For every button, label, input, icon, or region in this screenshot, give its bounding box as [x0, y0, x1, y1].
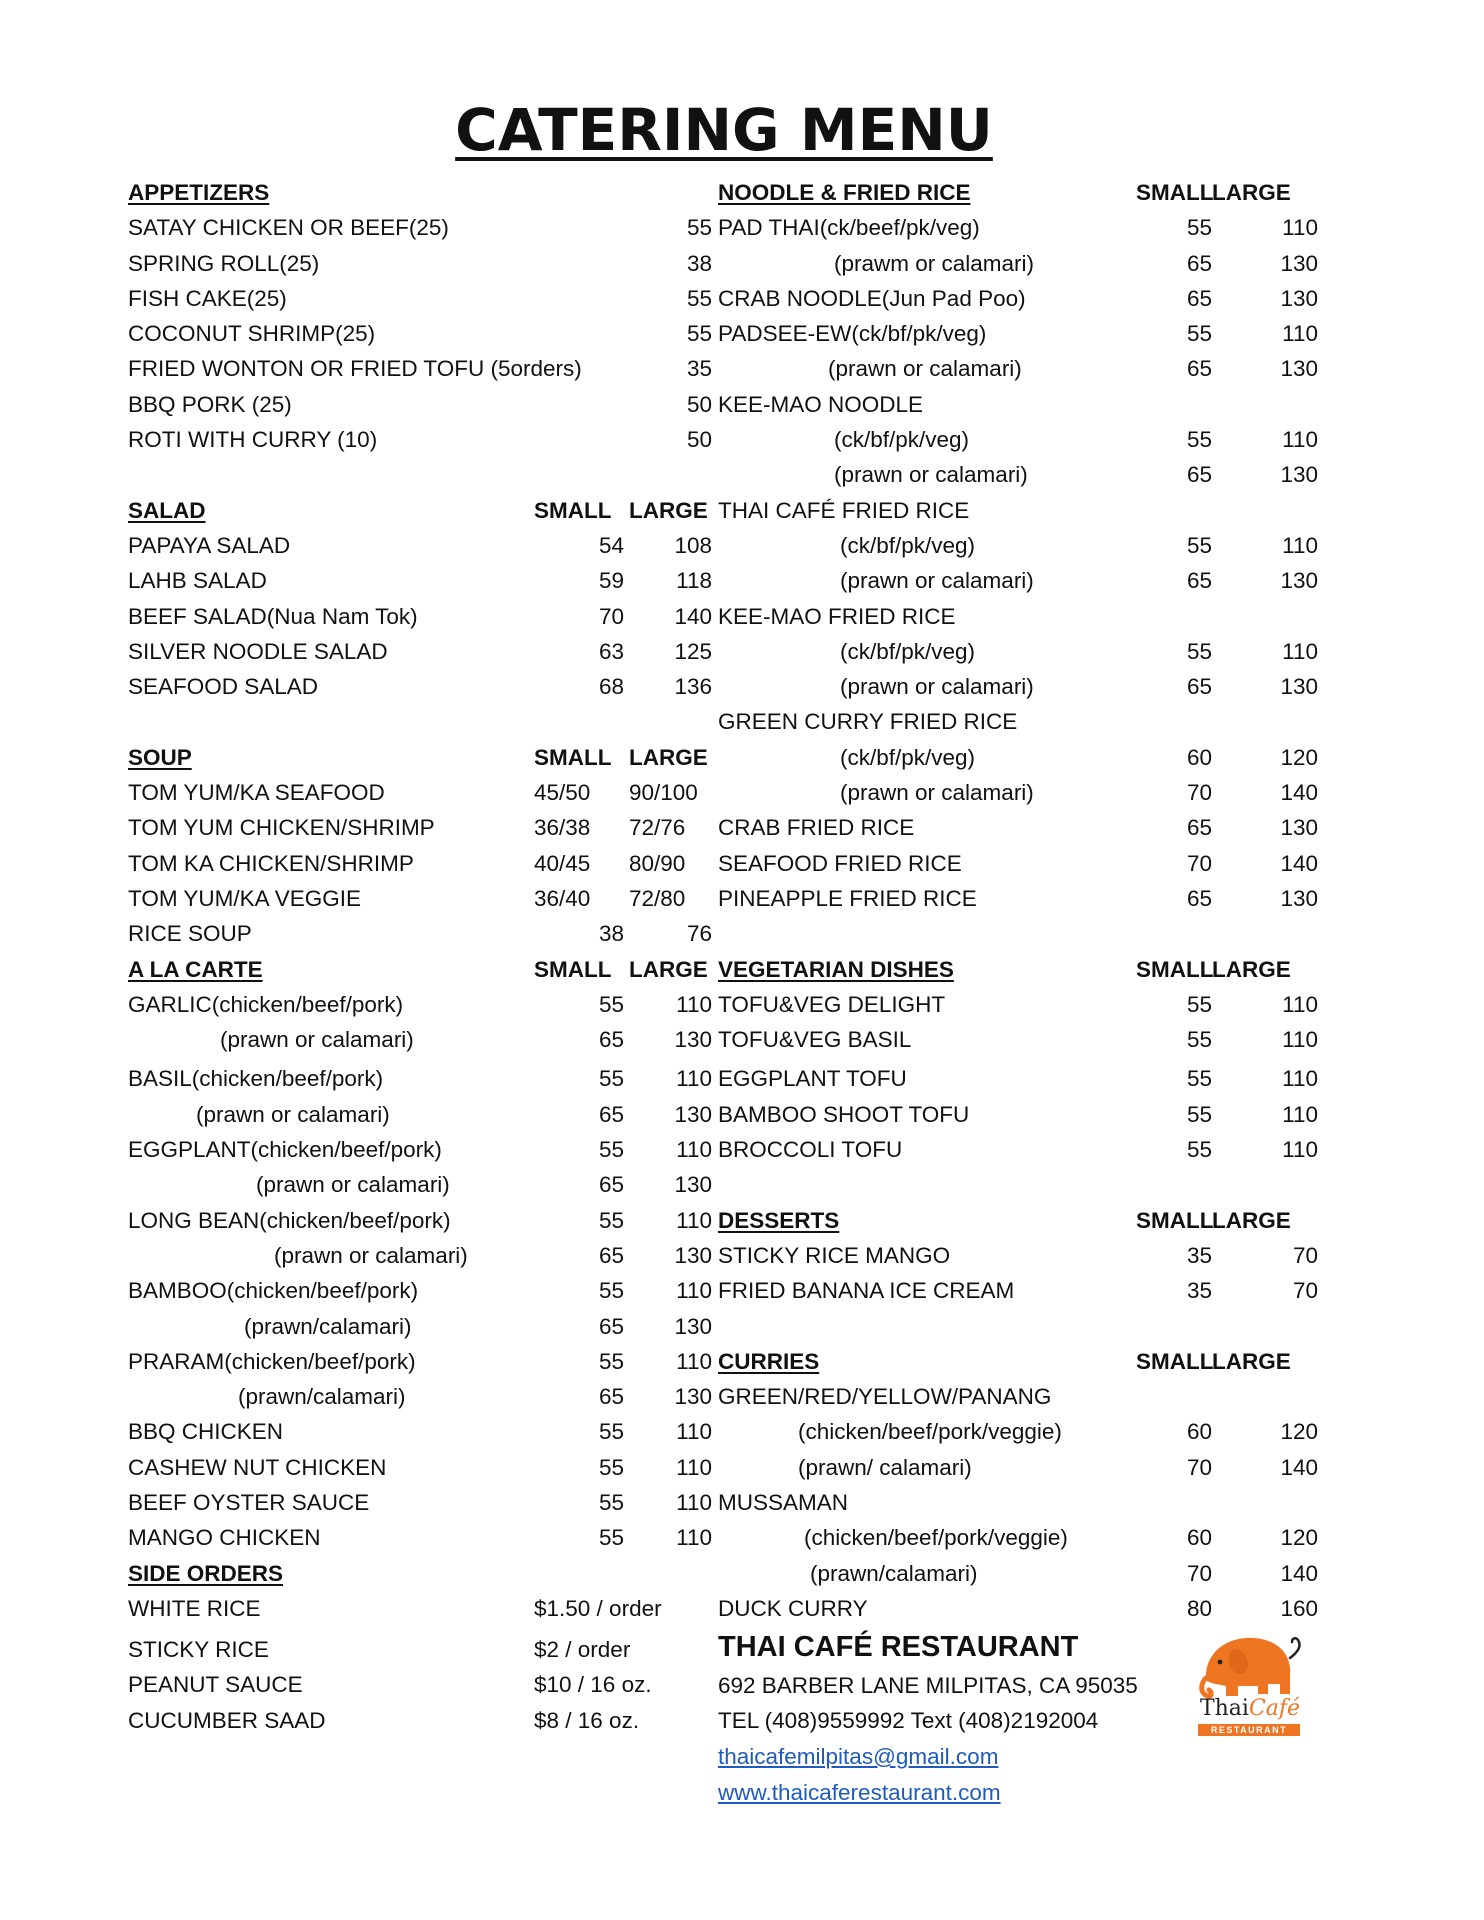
item-name: CASHEW NUT CHICKEN: [128, 1454, 387, 1480]
large-price: 130: [674, 1384, 712, 1410]
item-name: GREEN CURRY FRIED RICE: [718, 709, 1018, 735]
item-name: ROTI WITH CURRY (10): [128, 427, 378, 453]
menu-item: [718, 246, 1318, 281]
menu-item: [718, 881, 1318, 916]
item-name: (prawn or calamari): [828, 356, 1022, 382]
large-price: 76: [686, 921, 712, 947]
restaurant-address: 692 BARBER LANE MILPITAS, CA 95035: [718, 1673, 1138, 1698]
item-name: LAHB SALAD: [128, 568, 267, 594]
large-price: 118: [676, 568, 712, 594]
menu-item: [718, 987, 1318, 1022]
item-name: (prawn or calamari): [834, 462, 1028, 488]
section-heading-appetizers: APPETIZERS: [128, 180, 270, 205]
menu-item: [128, 810, 712, 845]
item-name: KEE-MAO FRIED RICE: [718, 603, 956, 629]
section-heading-vegetarian: VEGETARIAN DISHES: [718, 956, 954, 982]
menu-item: [128, 1703, 712, 1738]
small-price: 55: [1186, 321, 1212, 347]
menu-item: [718, 846, 1318, 881]
small-price: 65: [1186, 356, 1212, 382]
page-title: CATERING MENU: [455, 96, 993, 164]
item-name: STICKY RICE MANGO: [718, 1242, 951, 1268]
large-price: 110: [676, 1066, 712, 1092]
menu-item: [128, 1061, 712, 1096]
large-price: 72/80: [629, 885, 686, 911]
small-price: 55: [598, 1454, 624, 1480]
item-name: THAI CAFÉ FRIED RICE: [718, 497, 970, 523]
small-header: SMALL: [1136, 1348, 1214, 1374]
item-name: CUCUMBER SAAD: [128, 1707, 326, 1733]
menu-item: [128, 1591, 712, 1626]
menu-item: [718, 316, 1318, 351]
menu-item: [128, 599, 712, 634]
item-name: RICE SOUP: [128, 921, 252, 947]
large-price: 120: [1280, 1525, 1318, 1551]
item-name: PRARAM(chicken/beef/pork): [128, 1348, 416, 1374]
small-price: 55: [1186, 215, 1212, 241]
large-price: 140: [1280, 850, 1318, 876]
menu-item: [128, 881, 712, 916]
item-name: WHITE RICE: [128, 1595, 261, 1621]
menu-item: [128, 634, 712, 669]
item-name: BEEF OYSTER SAUCE: [128, 1489, 370, 1515]
small-price: 55: [598, 1489, 624, 1515]
menu-item: [128, 1132, 712, 1167]
small-price: 60: [1186, 1525, 1212, 1551]
menu-item: [718, 457, 1318, 492]
item-name: (chicken/beef/pork/veggie): [798, 1419, 1062, 1445]
item-name: BEEF SALAD(Nua Nam Tok): [128, 603, 418, 629]
item-name: (prawn or calamari): [220, 1027, 414, 1053]
small-price: 65: [598, 1101, 624, 1127]
item-name: (prawn/ calamari): [798, 1454, 972, 1480]
small-price: 68: [598, 674, 624, 700]
menu-item: [128, 1632, 712, 1667]
large-price: 70: [1292, 1278, 1318, 1304]
small-price: 60: [1186, 1419, 1212, 1445]
item-name: (prawn or calamari): [256, 1172, 450, 1198]
large-price: 130: [1280, 462, 1318, 488]
large-price: 110: [1282, 532, 1318, 558]
item-name: BAMBOO SHOOT TOFU: [718, 1101, 970, 1127]
item-name: SILVER NOODLE SALAD: [128, 638, 388, 664]
large-price: 130: [1280, 568, 1318, 594]
menu-item: [128, 669, 712, 704]
small-price: 55: [598, 1419, 624, 1445]
large-price: 90/100: [629, 780, 698, 806]
section-heading-side-orders: SIDE ORDERS: [128, 1560, 284, 1586]
small-price: 55: [1186, 638, 1212, 664]
large-price: 110: [676, 1348, 712, 1374]
menu-item: [718, 1132, 1318, 1167]
menu-item: [128, 1097, 712, 1132]
menu-item: [718, 1238, 1318, 1273]
menu-item: [128, 1379, 712, 1414]
large-price: 110: [676, 1137, 712, 1163]
large-header: LARGE: [629, 956, 708, 982]
large-price: 110: [1282, 1137, 1318, 1163]
item-name: GARLIC(chicken/beef/pork): [128, 991, 404, 1017]
item-price: 50: [686, 427, 712, 453]
menu-item: [128, 846, 712, 881]
menu-item: [128, 246, 712, 281]
menu-item: [128, 1344, 712, 1379]
large-price: 130: [674, 1313, 712, 1339]
small-price: 35: [1186, 1278, 1212, 1304]
large-price: 130: [674, 1242, 712, 1268]
small-price: 55: [1186, 1137, 1212, 1163]
small-price: 36/38: [534, 815, 591, 841]
large-header: LARGE: [629, 744, 708, 770]
small-header: SMALL: [1136, 956, 1214, 982]
menu-item: [128, 1485, 712, 1520]
item-name: PADSEE-EW(ck/bf/pk/veg): [718, 321, 987, 347]
small-price: 70: [1186, 850, 1212, 876]
item-name: BROCCOLI TOFU: [718, 1137, 903, 1163]
small-price: 65: [598, 1313, 624, 1339]
item-name: KEE-MAO NOODLE: [718, 391, 924, 417]
item-name: CRAB NOODLE(Jun Pad Poo): [718, 285, 1026, 311]
menu-item: [128, 563, 712, 598]
menu-item: [718, 1097, 1318, 1132]
small-price: 80: [1186, 1595, 1212, 1621]
small-header: SMALL: [534, 497, 612, 523]
large-price: 110: [1282, 1066, 1318, 1092]
large-price: 110: [1282, 1101, 1318, 1127]
large-price: 140: [674, 603, 712, 629]
item-price: 38: [686, 250, 712, 276]
menu-item: [718, 281, 1318, 316]
small-price: 70: [1186, 1454, 1212, 1480]
small-price: 65: [598, 1027, 624, 1053]
item-name: EGGPLANT TOFU: [718, 1066, 907, 1092]
large-price: 130: [1280, 356, 1318, 382]
item-name: (ck/bf/pk/veg): [834, 427, 970, 453]
menu-item: [718, 1061, 1318, 1096]
menu-item: [718, 1379, 1318, 1414]
item-name: COCONUT SHRIMP(25): [128, 321, 376, 347]
small-price: 40/45: [534, 850, 591, 876]
item-name: GREEN/RED/YELLOW/PANANG: [718, 1384, 1052, 1410]
small-price: 65: [1186, 568, 1212, 594]
item-name: TOFU&VEG BASIL: [718, 1027, 912, 1053]
large-price: 120: [1280, 744, 1318, 770]
menu-item: [718, 704, 1318, 739]
item-name: FRIED WONTON OR FRIED TOFU (5orders): [128, 356, 582, 382]
item-name: (prawn or calamari): [274, 1242, 468, 1268]
item-name: (prawn/calamari): [238, 1384, 406, 1410]
item-price: 50: [686, 391, 712, 417]
menu-item: [718, 563, 1318, 598]
item-name: (prawn or calamari): [840, 674, 1034, 700]
large-price: 125: [674, 638, 712, 664]
item-name: (prawn or calamari): [840, 780, 1034, 806]
item-price: 55: [686, 285, 712, 311]
menu-item: [718, 210, 1318, 245]
item-name: SEAFOOD FRIED RICE: [718, 850, 962, 876]
small-price: 65: [1186, 674, 1212, 700]
small-price: 65: [1186, 815, 1212, 841]
large-price: 130: [674, 1101, 712, 1127]
item-name: SPRING ROLL(25): [128, 250, 320, 276]
small-header: SMALL: [534, 744, 612, 770]
large-price: 110: [676, 1525, 712, 1551]
large-price: 80/90: [629, 850, 686, 876]
menu-item: [718, 1556, 1318, 1591]
large-price: 120: [1280, 1419, 1318, 1445]
small-price: 55: [1186, 1066, 1212, 1092]
menu-item: [718, 493, 1318, 528]
item-name: (prawn or calamari): [196, 1101, 390, 1127]
item-name: STICKY RICE: [128, 1637, 269, 1663]
small-header: SMALL: [534, 956, 612, 982]
menu-item: [128, 916, 712, 951]
small-price: 55: [598, 1137, 624, 1163]
menu-item: [128, 1414, 712, 1449]
large-price: 110: [676, 1419, 712, 1445]
section-heading-desserts: DESSERTS: [718, 1207, 840, 1233]
menu-item: [718, 1414, 1318, 1449]
item-name: BAMBOO(chicken/beef/pork): [128, 1278, 419, 1304]
menu-item: [718, 1450, 1318, 1485]
menu-item: [128, 1238, 712, 1273]
menu-item: [718, 1520, 1318, 1555]
menu-item: [718, 351, 1318, 386]
item-name: MUSSAMAN: [718, 1489, 849, 1515]
small-price: 35: [1186, 1242, 1212, 1268]
item-price: $8 / 16 oz.: [534, 1707, 640, 1733]
large-price: 130: [1280, 885, 1318, 911]
large-price: 130: [1280, 674, 1318, 700]
small-price: 70: [598, 603, 624, 629]
menu-item: [128, 422, 712, 457]
small-price: 55: [1186, 1101, 1212, 1127]
menu-item: [718, 599, 1318, 634]
item-name: BBQ PORK (25): [128, 391, 292, 417]
large-price: 72/76: [629, 815, 686, 841]
menu-item: [128, 1167, 712, 1202]
small-price: 60: [1186, 744, 1212, 770]
item-name: BASIL(chicken/beef/pork): [128, 1066, 384, 1092]
small-price: 55: [1186, 427, 1212, 453]
small-price: 59: [598, 568, 624, 594]
large-price: 136: [674, 674, 712, 700]
section-heading-a-la-carte: A LA CARTE: [128, 956, 263, 982]
item-name: TOFU&VEG DELIGHT: [718, 991, 946, 1017]
small-price: 65: [1186, 285, 1212, 311]
menu-item: [128, 316, 712, 351]
menu-item: [718, 740, 1318, 775]
small-price: 55: [598, 1348, 624, 1374]
small-price: 65: [598, 1172, 624, 1198]
large-price: 110: [1282, 1027, 1318, 1053]
item-name: (ck/bf/pk/veg): [840, 532, 976, 558]
large-header: LARGE: [1212, 956, 1291, 982]
small-price: 55: [598, 1066, 624, 1092]
large-price: 160: [1280, 1595, 1318, 1621]
small-price: 55: [598, 991, 624, 1017]
large-price: 130: [674, 1172, 712, 1198]
large-price: 110: [676, 1278, 712, 1304]
large-price: 130: [1280, 250, 1318, 276]
small-price: 55: [1186, 1027, 1212, 1053]
small-price: 65: [1186, 885, 1212, 911]
logo-band: RESTAURANT: [1198, 1724, 1300, 1736]
menu-item: [128, 775, 712, 810]
left-column: [128, 175, 712, 1738]
large-header: LARGE: [1212, 180, 1291, 205]
item-price: 55: [686, 321, 712, 347]
large-price: 110: [1282, 321, 1318, 347]
menu-item: [128, 1203, 712, 1238]
large-header: LARGE: [629, 497, 708, 523]
large-price: 110: [676, 1207, 712, 1233]
item-price: 35: [686, 356, 712, 382]
item-name: PAPAYA SALAD: [128, 532, 291, 558]
large-price: 130: [674, 1027, 712, 1053]
small-price: 70: [1186, 1560, 1212, 1586]
small-price: 63: [598, 638, 624, 664]
item-name: EGGPLANT(chicken/beef/pork): [128, 1137, 442, 1163]
website-link[interactable]: www.thaicaferestaurant.com: [718, 1780, 1001, 1805]
large-price: 110: [676, 991, 712, 1017]
large-price: 110: [1282, 638, 1318, 664]
menu-item: [718, 1485, 1318, 1520]
item-price: 55: [686, 215, 712, 241]
small-price: 36/40: [534, 885, 591, 911]
menu-item: [718, 775, 1318, 810]
item-name: FISH CAKE(25): [128, 285, 287, 311]
restaurant-name: THAI CAFÉ RESTAURANT: [718, 1631, 1079, 1663]
item-price: $2 / order: [534, 1637, 631, 1663]
large-price: 70: [1292, 1242, 1318, 1268]
small-price: 65: [1186, 250, 1212, 276]
item-name: TOM KA CHICKEN/SHRIMP: [128, 850, 414, 876]
item-name: PINEAPPLE FRIED RICE: [718, 885, 977, 911]
small-price: 55: [598, 1525, 624, 1551]
logo-text-cafe: Café: [1248, 1696, 1301, 1721]
item-name: (prawn or calamari): [840, 568, 1034, 594]
item-name: TOM YUM CHICKEN/SHRIMP: [128, 815, 435, 841]
item-name: (ck/bf/pk/veg): [840, 638, 976, 664]
large-price: 130: [1280, 285, 1318, 311]
large-price: 110: [1282, 991, 1318, 1017]
large-price: 130: [1280, 815, 1318, 841]
menu-item: [128, 1450, 712, 1485]
small-price: 55: [598, 1278, 624, 1304]
menu-item: [128, 1667, 712, 1702]
item-name: SATAY CHICKEN OR BEEF(25): [128, 215, 449, 241]
menu-item: [718, 422, 1318, 457]
menu-item: [718, 1591, 1318, 1626]
item-price: $1.50 / order: [534, 1595, 662, 1621]
large-price: 140: [1280, 1454, 1318, 1480]
large-price: 110: [1282, 427, 1318, 453]
menu-item: [718, 669, 1318, 704]
large-price: 140: [1280, 780, 1318, 806]
large-price: 140: [1280, 1560, 1318, 1586]
item-name: FRIED BANANA ICE CREAM: [718, 1278, 1015, 1304]
large-price: 110: [1282, 215, 1318, 241]
menu-item: [718, 634, 1318, 669]
menu-item: [128, 1309, 712, 1344]
right-column: [718, 175, 1318, 1626]
menu-item: [718, 387, 1318, 422]
small-price: 65: [598, 1242, 624, 1268]
small-price: 70: [1186, 780, 1212, 806]
item-name: (chicken/beef/pork/veggie): [804, 1525, 1068, 1551]
menu-item: [718, 1273, 1318, 1308]
large-price: 110: [676, 1454, 712, 1480]
section-heading-soup: SOUP: [128, 744, 192, 770]
menu-item: [718, 1022, 1318, 1057]
menu-item: [718, 810, 1318, 845]
item-name: TOM YUM/KA VEGGIE: [128, 885, 361, 911]
small-header: SMALL: [1136, 180, 1214, 205]
large-header: LARGE: [1212, 1348, 1291, 1374]
item-name: BBQ CHICKEN: [128, 1419, 284, 1445]
menu-item: [128, 210, 712, 245]
menu-item: [128, 351, 712, 386]
menu-item: [128, 1520, 712, 1555]
section-heading-salad: SALAD: [128, 497, 206, 523]
small-price: 38: [598, 921, 624, 947]
small-price: 55: [598, 1207, 624, 1233]
menu-item: [128, 1022, 712, 1057]
menu-item: [128, 528, 712, 563]
logo-text-thai: Thai: [1199, 1696, 1249, 1721]
section-heading-curries: CURRIES: [718, 1348, 820, 1374]
large-header: LARGE: [1212, 1207, 1291, 1233]
menu-item: [128, 1273, 712, 1308]
item-name: (ck/bf/pk/veg): [840, 744, 976, 770]
small-price: 65: [1186, 462, 1212, 488]
menu-item: [128, 281, 712, 316]
small-price: 65: [598, 1384, 624, 1410]
menu-item: [718, 528, 1318, 563]
item-name: PEANUT SAUCE: [128, 1672, 303, 1698]
restaurant-phone: TEL (408)9559992 Text (408)2192004: [718, 1708, 1099, 1733]
small-price: 54: [598, 532, 624, 558]
small-price: 45/50: [534, 780, 591, 806]
item-name: PAD THAI(ck/beef/pk/veg): [718, 215, 980, 241]
small-price: 55: [1186, 532, 1212, 558]
menu-item: [128, 987, 712, 1022]
item-name: TOM YUM/KA SEAFOOD: [128, 780, 385, 806]
section-heading-noodle-fried-rice: NOODLE & FRIED RICE: [718, 180, 971, 205]
item-name: MANGO CHICKEN: [128, 1525, 321, 1551]
email-link[interactable]: thaicafemilpitas@gmail.com: [718, 1744, 999, 1769]
small-price: 55: [1186, 991, 1212, 1017]
item-name: (prawm or calamari): [834, 250, 1035, 276]
large-price: 108: [674, 532, 712, 558]
item-name: DUCK CURRY: [718, 1595, 868, 1621]
large-price: 110: [676, 1489, 712, 1515]
item-name: LONG BEAN(chicken/beef/pork): [128, 1207, 451, 1233]
item-name: (prawn/calamari): [810, 1560, 978, 1586]
item-name: CRAB FRIED RICE: [718, 815, 915, 841]
item-name: SEAFOOD SALAD: [128, 674, 319, 700]
item-name: (prawn/calamari): [244, 1313, 412, 1339]
item-price: $10 / 16 oz.: [534, 1672, 652, 1698]
menu-item: [128, 387, 712, 422]
small-header: SMALL: [1136, 1207, 1214, 1233]
logo-wordmark: [1188, 1697, 1312, 1721]
